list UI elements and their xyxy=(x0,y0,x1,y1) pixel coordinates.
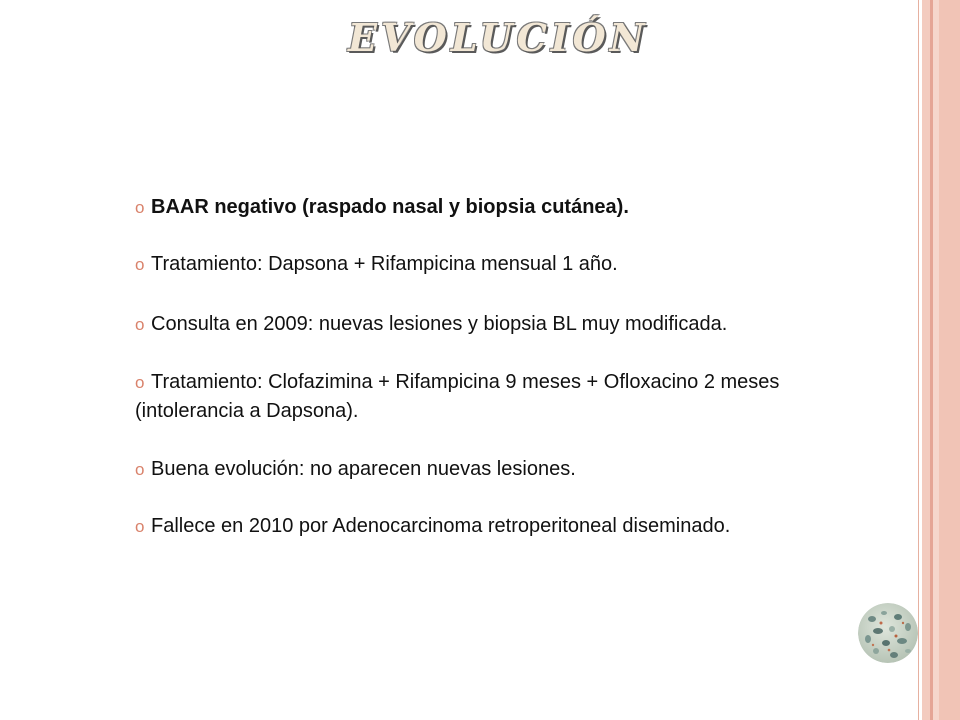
bullet-text: Tratamiento: Dapsona + Rifampicina mensual 1 año. xyxy=(151,253,618,275)
decorative-stripe xyxy=(939,0,960,720)
bullet-marker-icon: o xyxy=(135,373,145,392)
decorative-stripe xyxy=(918,0,919,720)
bullet-text: Buena evolución: no aparecen nuevas lesiones. xyxy=(151,458,576,480)
bullet-text: Fallece en 2010 por Adenocarcinoma retroperitoneal diseminado. xyxy=(151,515,731,537)
bullet-marker-icon: o xyxy=(135,517,145,536)
bullet-text: Consulta en 2009: nuevas lesiones y biopsia BL muy modificada. xyxy=(151,313,728,335)
bullet-text: Tratamiento: Clofazimina + Rifampicina 9 meses + Ofloxacino 2 meses (intolerancia a Dapsona). xyxy=(135,371,780,422)
bullet-text: BAAR negativo (raspado nasal y biopsia cutánea). xyxy=(151,196,629,218)
decorative-stripe xyxy=(922,0,930,720)
bullet-marker-icon: o xyxy=(135,255,145,274)
bullet-item xyxy=(135,250,875,279)
bullet-marker-icon: o xyxy=(135,315,145,334)
microscopy-image xyxy=(858,603,918,663)
bullet-item xyxy=(135,193,875,222)
bullet-marker-icon: o xyxy=(135,460,145,479)
bullet-item xyxy=(135,455,875,484)
bullet-item xyxy=(135,512,875,541)
slide-title: EVOLUCIÓN xyxy=(348,15,649,60)
bullet-item xyxy=(135,310,875,339)
bullet-item xyxy=(135,368,875,426)
bullet-marker-icon: o xyxy=(135,198,145,217)
